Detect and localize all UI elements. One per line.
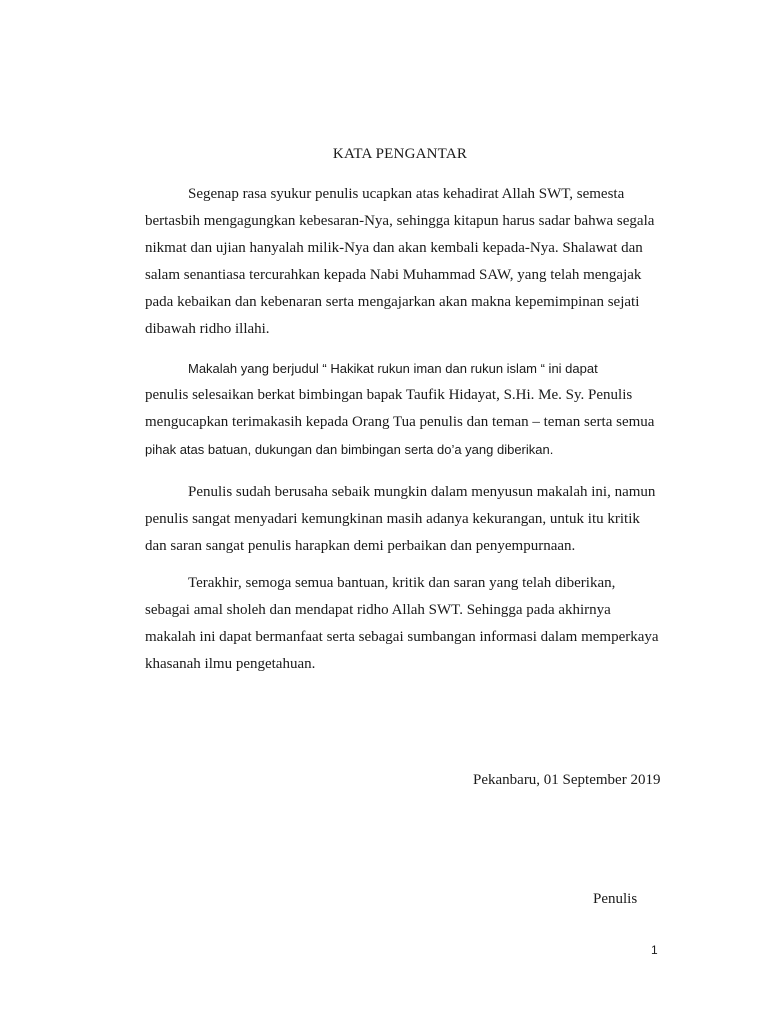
paragraph-line: sebagai amal sholeh dan mendapat ridho Allah SWT. Sehingga pada akhirnya (145, 602, 611, 618)
paragraph-line: makalah ini dapat bermanfaat serta sebagai sumbangan informasi dalam memperkaya (145, 629, 659, 645)
paragraph-line: pihak atas batuan, dukungan dan bimbingan serta do’a yang diberikan. (145, 442, 554, 457)
paragraph-2 (145, 355, 665, 463)
paragraph-line: nikmat dan ujian hanyalah milik-Nya dan akan kembali kepada-Nya. Shalawat dan (145, 240, 643, 256)
paragraph-line: penulis sangat menyadari kemungkinan masih adanya kekurangan, untuk itu kritik (145, 511, 640, 527)
paragraph-line: mengucapkan terimakasih kepada Orang Tua penulis dan teman – teman serta semua (145, 414, 655, 430)
place-date: Pekanbaru, 01 September 2019 (473, 772, 661, 788)
paragraph-4 (145, 570, 665, 678)
paragraph-line: penulis selesaikan berkat bimbingan bapak Taufik Hidayat, S.Hi. Me. Sy. Penulis (145, 387, 633, 403)
paragraph-line: khasanah ilmu pengetahuan. (145, 656, 316, 672)
paragraph-line: bertasbih mengagungkan kebesaran-Nya, sehingga kitapun harus sadar bahwa segala (145, 213, 655, 229)
paragraph-line: dibawah ridho illahi. (145, 321, 270, 337)
paragraph-line: Segenap rasa syukur penulis ucapkan atas kehadirat Allah SWT, semesta (188, 186, 625, 202)
paragraph-line: salam senantiasa tercurahkan kepada Nabi Muhammad SAW, yang telah mengajak (145, 267, 642, 283)
paragraph-3 (145, 479, 665, 560)
paragraph-line: dan saran sangat penulis harapkan demi perbaikan dan penyempurnaan. (145, 538, 576, 554)
page-title: KATA PENGANTAR (332, 146, 468, 162)
paragraph-line: Makalah yang berjudul “ Hakikat rukun iman dan rukun islam “ ini dapat (188, 361, 598, 376)
paragraph-line: Terakhir, semoga semua bantuan, kritik dan saran yang telah diberikan, (188, 575, 616, 591)
paragraph-line: pada kebaikan dan kebenaran serta mengajarkan akan makna kepemimpinan sejati (145, 294, 640, 310)
page-number: 1 (651, 943, 658, 957)
paragraph-line: Penulis sudah berusaha sebaik mungkin dalam menyusun makalah ini, namun (188, 484, 656, 500)
paragraph-1 (145, 181, 665, 343)
signature: Penulis (593, 891, 638, 907)
